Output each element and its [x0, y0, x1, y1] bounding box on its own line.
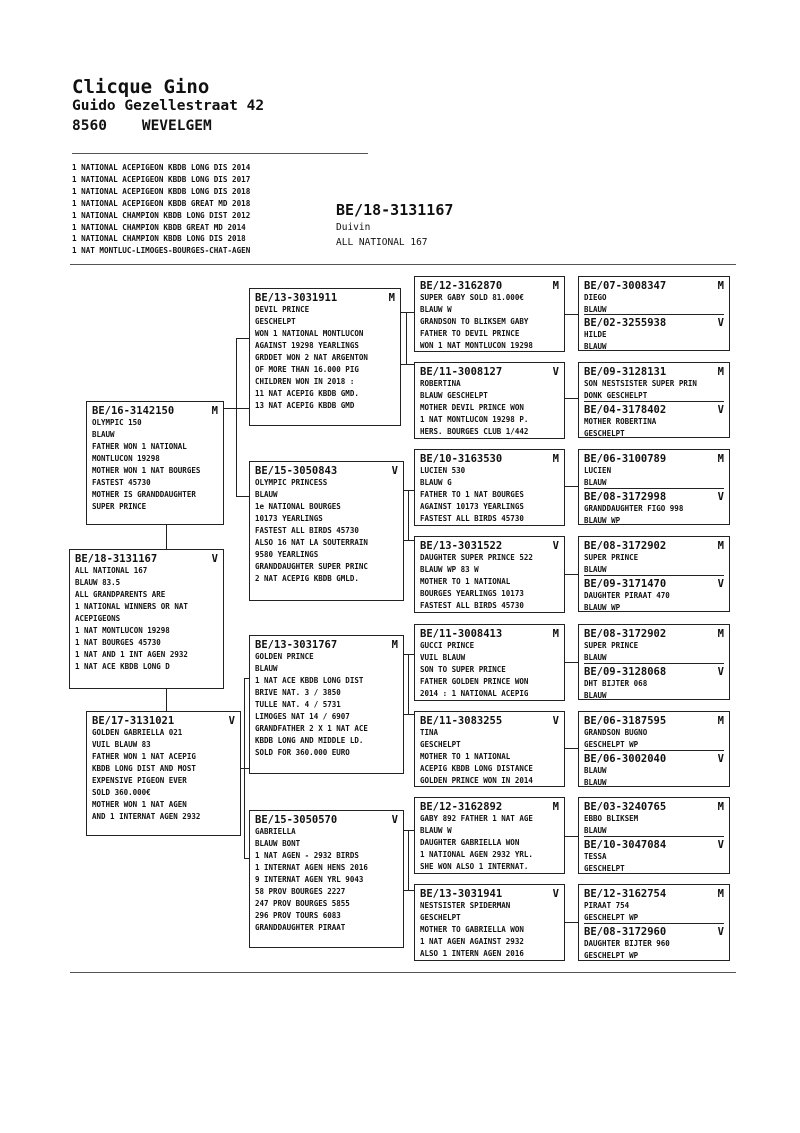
detail-line: BLAUW	[584, 305, 607, 314]
ring-number: BE/09-3171470	[584, 577, 667, 590]
detail-line: OF MORE THAN 16.000 PIG	[255, 365, 359, 374]
detail-line: OLYMPIC 150	[92, 418, 142, 427]
pedigree-card-top	[584, 366, 724, 401]
detail-line: FATHER WON 1 NATIONAL	[92, 442, 187, 451]
sex-marker: V	[391, 814, 398, 826]
achievement-line: 1 NATIONAL ACEPIGEON KBDB LONG DIS 2018	[72, 186, 251, 196]
sex-marker: M	[717, 715, 724, 727]
connector	[564, 922, 578, 923]
detail-line: 1 NAT BOURGES 45730	[75, 638, 161, 647]
sex-marker: M	[717, 280, 724, 292]
sex-marker: M	[552, 628, 559, 640]
detail-line: TINA	[420, 728, 439, 737]
ring-number: BE/03-3240765	[584, 801, 667, 813]
detail-line: GRANDSON TO BLIKSEM GABY	[420, 317, 529, 326]
detail-line: TULLE NAT. 4 / 5731	[255, 700, 341, 709]
detail-line: BLAUW	[584, 653, 607, 662]
connector	[166, 524, 167, 550]
detail-line: MOTHER WON 1 NAT AGEN	[92, 800, 187, 809]
detail-line: SON NESTSISTER SUPER PRIN	[584, 379, 697, 388]
ring-number: BE/18-3131167	[75, 553, 158, 565]
detail-line: SOLD 360.000€	[92, 788, 151, 797]
ring-number: BE/09-3128068	[584, 665, 667, 678]
sex-marker: M	[391, 639, 398, 651]
detail-line: 11 NAT ACEPIG KBDB GMD.	[255, 389, 359, 398]
detail-line: DEVIL PRINCE	[255, 305, 310, 314]
detail-line: AGAINST 10173 YEARLINGS	[420, 502, 524, 511]
pedigree-card-top	[584, 715, 724, 750]
ring-number: BE/02-3255938	[584, 317, 667, 329]
sex-marker: V	[717, 752, 724, 765]
detail-line: MOTHER TO 1 NATIONAL	[420, 577, 511, 586]
ring-number: BE/13-3031911	[255, 292, 338, 304]
connector	[408, 830, 409, 890]
pedigree-card-top	[584, 280, 724, 314]
ring-number: BE/12-3162754	[584, 888, 667, 900]
pedigree-card-bottom	[584, 663, 724, 698]
connector	[406, 312, 407, 364]
detail-line: WON 1 NAT MONTLUCON 19298	[420, 341, 533, 350]
detail-line: GRDDET WON 2 NAT ARGENTON	[255, 353, 368, 362]
sex-marker: M	[717, 453, 724, 465]
connector	[404, 714, 414, 715]
ring-number: BE/08-3172998	[584, 490, 667, 503]
ring-number: BE/16-3142150	[92, 405, 175, 417]
ring-number: BE/15-3050570	[255, 814, 338, 826]
ring-number: BE/06-3100789	[584, 453, 667, 465]
detail-line: ROBERTINA	[420, 379, 461, 388]
connector	[236, 338, 249, 339]
sex-marker: M	[717, 888, 724, 900]
detail-line: BLAUW W	[420, 305, 452, 314]
pedigree-card-fff	[414, 276, 565, 352]
detail-line: 2 NAT ACEPIG KBDB GMLD.	[255, 574, 359, 583]
pedigree-pair-g4	[578, 536, 730, 612]
detail-line: MOTHER DEVIL PRINCE WON	[420, 403, 524, 412]
connector	[564, 398, 578, 399]
detail-line: 1 NATIONAL WINNERS OR NAT	[75, 602, 188, 611]
ring-number: BE/13-3031941	[420, 888, 503, 900]
pedigree-card-fmf	[414, 449, 565, 526]
sex-marker: V	[717, 665, 724, 678]
pedigree-card-father	[86, 401, 224, 525]
pedigree-card-bottom	[584, 314, 724, 351]
sex-marker: V	[717, 403, 724, 416]
ring-number: BE/09-3128131	[584, 366, 667, 378]
detail-line: GOLDEN PRINCE WON IN 2014	[420, 776, 533, 785]
detail-line: GESCHELPT WP	[584, 913, 639, 922]
detail-line: EBBO BLIKSEM	[584, 814, 639, 823]
detail-line: FATHER GOLDEN PRINCE WON	[420, 677, 529, 686]
detail-line: 2014 : 1 NATIONAL ACEPIG	[420, 689, 529, 698]
detail-line: 13 NAT ACEPIG KBDB GMD	[255, 401, 355, 410]
pedigree-pair-g1	[578, 276, 730, 351]
detail-line: 10173 YEARLINGS	[255, 514, 323, 523]
detail-line: GESCHELPT	[584, 864, 625, 873]
detail-line: MOTHER TO 1 NATIONAL	[420, 752, 511, 761]
ring-number: BE/12-3162870	[420, 280, 503, 292]
achievement-line: 1 NAT MONTLUC-LIMOGES-BOURGES-CHAT-AGEN	[72, 246, 251, 256]
pedigree-card-bottom	[584, 836, 724, 871]
connector	[166, 688, 167, 712]
detail-line: SON TO SUPER PRINCE	[420, 665, 506, 674]
connector	[236, 496, 249, 497]
sex-marker: M	[552, 801, 559, 813]
header-divider	[72, 153, 368, 154]
ring-number: BE/08-3172960	[584, 926, 667, 938]
detail-line: BLAUW	[255, 664, 278, 673]
detail-line: FASTEST ALL BIRDS 45730	[420, 601, 524, 610]
ring-number: BE/11-3008127	[420, 366, 503, 378]
detail-line: 1 NAT AGEN AGAINST 2932	[420, 937, 524, 946]
detail-line: BLAUW	[584, 826, 607, 835]
sex-marker: V	[211, 553, 218, 565]
detail-line: DAUGHTER GABRIELLA WON	[420, 838, 520, 847]
detail-line: DAUGHTER BIJTER 960	[584, 939, 670, 948]
detail-line: BLAUW BONT	[255, 839, 301, 848]
detail-line: MOTHER WON 1 NAT BOURGES	[92, 466, 201, 475]
pedigree-card-mmm	[414, 884, 565, 961]
detail-line: GESCHELPT	[420, 740, 461, 749]
connector	[236, 338, 237, 496]
detail-line: GRANDDAUGHTER SUPER PRINC	[255, 562, 368, 571]
detail-line: BLAUW	[584, 765, 607, 775]
sex-marker: M	[552, 280, 559, 292]
sex-marker: V	[717, 839, 724, 851]
ring-number: BE/07-3008347	[584, 280, 667, 292]
connector	[564, 662, 578, 663]
detail-line: AGAINST 19298 YEARLINGS	[255, 341, 359, 350]
detail-line: BLAUW WP	[584, 515, 621, 525]
detail-line: FASTEST ALL BIRDS 45730	[255, 526, 359, 535]
detail-line: BLAUW	[584, 565, 607, 574]
detail-line: EXPENSIVE PIGEON EVER	[92, 776, 187, 785]
pedigree-card-mf	[249, 635, 404, 774]
detail-line: GESCHELPT	[584, 428, 625, 438]
detail-line: FATHER WON 1 NAT ACEPIG	[92, 752, 196, 761]
ring-number: BE/04-3178402	[584, 403, 667, 416]
detail-line: KBDB LONG AND MIDDLE LD.	[255, 736, 364, 745]
detail-line: SUPER PRINCE	[584, 553, 639, 562]
detail-line: BLAUW G	[420, 478, 452, 487]
detail-line: LUCIEN 530	[420, 466, 466, 475]
detail-line: SOLD FOR 360.000 EURO	[255, 748, 350, 757]
pedigree-card-bottom	[584, 923, 724, 958]
detail-line: BOURGES YEARLINGS 10173	[420, 589, 524, 598]
achievement-line: 1 NATIONAL ACEPIGEON KBDB LONG DIS 2014	[72, 163, 251, 172]
pedigree-card-mff	[414, 624, 565, 701]
detail-line: BLAUW	[92, 430, 115, 439]
detail-line: ACEPIGEONS	[75, 614, 121, 623]
connector	[408, 490, 409, 540]
pedigree-card-ff	[249, 288, 401, 426]
section-divider-bottom	[70, 972, 736, 973]
ring-number: BE/17-3131021	[92, 715, 175, 727]
connector	[564, 314, 578, 315]
pedigree-card-bottom	[584, 750, 724, 785]
detail-line: VUIL BLAUW	[420, 653, 466, 662]
pedigree-card-mm	[249, 810, 404, 948]
detail-line: 58 PROV BOURGES 2227	[255, 887, 346, 896]
detail-line: BLAUW	[584, 777, 607, 787]
detail-line: AND 1 INTERNAT AGEN 2932	[92, 812, 201, 821]
detail-line: FASTEST ALL BIRDS 45730	[420, 514, 524, 523]
sex-marker: V	[552, 540, 559, 552]
detail-line: GESCHELPT	[420, 913, 461, 922]
detail-line: GESCHELPT WP	[584, 740, 639, 749]
pedigree-card-top	[584, 888, 724, 923]
detail-line: 1 NAT AGEN - 2932 BIRDS	[255, 851, 359, 860]
pedigree-card-top	[584, 801, 724, 836]
detail-line: OLYMPIC PRINCESS	[255, 478, 328, 487]
subject-type: Duivin	[336, 222, 371, 233]
detail-line: FATHER TO DEVIL PRINCE	[420, 329, 520, 338]
detail-line: FASTEST 45730	[92, 478, 151, 487]
connector	[408, 654, 409, 714]
detail-line: SUPER PRINCE	[584, 641, 639, 650]
sex-marker: V	[552, 888, 559, 900]
detail-line: LIMOGES NAT 14 / 6907	[255, 712, 350, 721]
detail-line: BLAUW W	[420, 826, 452, 835]
detail-line: CHILDREN WON IN 2018 :	[255, 377, 355, 386]
detail-line: GESCHELPT	[255, 317, 296, 326]
ring-number: BE/12-3162892	[420, 801, 503, 813]
sex-marker: M	[388, 292, 395, 304]
sex-marker: M	[717, 366, 724, 378]
connector	[564, 836, 578, 837]
detail-line: ALL NATIONAL 167	[75, 566, 148, 575]
pedigree-card-self	[69, 549, 224, 689]
detail-line: BLAUW	[584, 478, 607, 487]
ring-number: BE/10-3163530	[420, 453, 503, 465]
sex-marker: M	[717, 801, 724, 813]
owner-name: Clicque Gino	[72, 76, 210, 98]
detail-line: SUPER GABY SOLD 81.000€	[420, 293, 524, 302]
detail-line: 1 NAT ACE KBDB LONG D	[75, 662, 170, 671]
pedigree-card-top	[584, 628, 724, 663]
detail-line: MOTHER TO GABRIELLA WON	[420, 925, 524, 934]
pedigree-card-mmf	[414, 797, 565, 874]
ring-number: BE/13-3031767	[255, 639, 338, 651]
sex-marker: M	[211, 405, 218, 417]
ring-number: BE/06-3187595	[584, 715, 667, 727]
pedigree-card-mfm	[414, 711, 565, 787]
sex-marker: V	[552, 715, 559, 727]
pedigree-card-top	[584, 540, 724, 575]
subject-name: ALL NATIONAL 167	[336, 237, 428, 248]
connector	[404, 890, 414, 891]
connector	[244, 678, 245, 858]
detail-line: GRANDFATHER 2 X 1 NAT ACE	[255, 724, 368, 733]
owner-city: 8560 WEVELGEM	[72, 118, 212, 134]
detail-line: TESSA	[584, 852, 607, 861]
detail-line: GABY 892 FATHER 1 NAT AGE	[420, 814, 533, 823]
pedigree-pair-g8	[578, 884, 730, 961]
detail-line: BLAUW WP 83 W	[420, 565, 479, 574]
pedigree-pair-g2	[578, 362, 730, 438]
detail-line: DONK GESCHELPT	[584, 391, 648, 400]
pedigree-card-bottom	[584, 401, 724, 436]
achievement-line: 1 NATIONAL CHAMPION KBDB GREAT MD 2014	[72, 222, 246, 232]
detail-line: BRIVE NAT. 3 / 3850	[255, 688, 341, 697]
sex-marker: V	[717, 577, 724, 590]
detail-line: MONTLUCON 19298	[92, 454, 160, 463]
pedigree-card-fm	[249, 461, 404, 601]
detail-line: WON 1 NATIONAL MONTLUCON	[255, 329, 364, 338]
detail-line: LUCIEN	[584, 466, 612, 475]
achievement-line: 1 NATIONAL ACEPIGEON KBDB LONG DIS 2017	[72, 174, 251, 184]
detail-line: BLAUW GESCHELPT	[420, 391, 488, 400]
detail-line: FATHER TO 1 NAT BOURGES	[420, 490, 524, 499]
sex-marker: M	[717, 628, 724, 640]
detail-line: KBDB LONG DIST AND MOST	[92, 764, 196, 773]
detail-line: ALSO 16 NAT LA SOUTERRAIN	[255, 538, 368, 547]
achievement-line: 1 NATIONAL CHAMPION KBDB LONG DIS 2018	[72, 234, 246, 244]
detail-line: SHE WON ALSO 1 INTERNAT.	[420, 862, 529, 871]
connector	[564, 574, 578, 575]
detail-line: DHT BIJTER 068	[584, 678, 648, 688]
detail-line: NESTSISTER SPIDERMAN	[420, 901, 511, 910]
sex-marker: M	[552, 453, 559, 465]
subject-ring: BE/18-3131167	[336, 201, 454, 219]
connector	[400, 364, 414, 365]
pedigree-card-bottom	[584, 575, 724, 610]
detail-line: 1 INTERNAT AGEN HENS 2016	[255, 863, 368, 872]
detail-line: 9580 YEARLINGS	[255, 550, 319, 559]
detail-line: GABRIELLA	[255, 827, 296, 836]
achievements-list	[72, 162, 250, 257]
detail-line: GRANDDAUGHTER FIGO 998	[584, 503, 684, 513]
pedigree-card-mother	[86, 711, 241, 836]
detail-line: 296 PROV TOURS 6083	[255, 911, 341, 920]
pedigree-card-ffm	[414, 362, 565, 439]
achievement-line: 1 NATIONAL CHAMPION KBDB LONG DIST 2012	[72, 210, 251, 220]
detail-line: GOLDEN PRINCE	[255, 652, 314, 661]
detail-line: 247 PROV BOURGES 5855	[255, 899, 350, 908]
detail-line: ALL GRANDPARENTS ARE	[75, 590, 166, 599]
ring-number: BE/08-3172902	[584, 628, 667, 640]
achievement-line: 1 NATIONAL ACEPIGEON KBDB GREAT MD 2018	[72, 198, 251, 208]
detail-line: SUPER PRINCE	[92, 502, 147, 511]
detail-line: HILDE	[584, 330, 607, 339]
detail-line: MOTHER ROBERTINA	[584, 416, 657, 426]
detail-line: PIRAAT 754	[584, 901, 630, 910]
detail-line: ALSO 1 INTERN AGEN 2016	[420, 949, 524, 958]
detail-line: 9 INTERNAT AGEN YRL 9043	[255, 875, 364, 884]
pedigree-pair-g3	[578, 449, 730, 525]
ring-number: BE/06-3002040	[584, 752, 667, 765]
connector	[404, 540, 414, 541]
pedigree-card-top	[584, 453, 724, 488]
ring-number: BE/08-3172902	[584, 540, 667, 552]
sex-marker: V	[717, 317, 724, 329]
detail-line: MOTHER IS GRANDDAUGHTER	[92, 490, 196, 499]
detail-line: DAUGHTER PIRAAT 470	[584, 590, 670, 600]
detail-line: BLAUW WP	[584, 602, 621, 612]
detail-line: 1e NATIONAL BOURGES	[255, 502, 341, 511]
ring-number: BE/15-3050843	[255, 465, 338, 477]
detail-line: GOLDEN GABRIELLA 021	[92, 728, 183, 737]
sex-marker: V	[717, 490, 724, 503]
detail-line: BLAUW	[584, 690, 607, 700]
detail-line: GESCHELPT WP	[584, 951, 639, 960]
ring-number: BE/10-3047084	[584, 839, 667, 851]
detail-line: BLAUW	[255, 490, 278, 499]
detail-line: BLAUW	[584, 342, 607, 351]
sex-marker: V	[717, 926, 724, 938]
detail-line: GUCCI PRINCE	[420, 641, 475, 650]
sex-marker: V	[552, 366, 559, 378]
subject-info	[336, 200, 453, 250]
pedigree-pair-g5	[578, 624, 730, 700]
ring-number: BE/11-3008413	[420, 628, 503, 640]
detail-line: GRANDDAUGHTER PIRAAT	[255, 923, 346, 932]
detail-line: BLAUW 83.5	[75, 578, 121, 587]
detail-line: 1 NAT MONTLUCON 19298 P.	[420, 415, 529, 424]
pedigree-card-fmm	[414, 536, 565, 613]
section-divider-top	[70, 264, 736, 265]
sex-marker: V	[228, 715, 235, 727]
ring-number: BE/13-3031522	[420, 540, 503, 552]
detail-line: 1 NAT AND 1 INT AGEN 2932	[75, 650, 188, 659]
detail-line: VUIL BLAUW 83	[92, 740, 151, 749]
detail-line: 1 NAT MONTLUCON 19298	[75, 626, 170, 635]
detail-line: 1 NATIONAL AGEN 2932 YRL.	[420, 850, 533, 859]
ring-number: BE/11-3083255	[420, 715, 503, 727]
sex-marker: V	[391, 465, 398, 477]
sex-marker: M	[717, 540, 724, 552]
detail-line: 1 NAT ACE KBDB LONG DIST	[255, 676, 364, 685]
pedigree-card-bottom	[584, 488, 724, 523]
connector	[564, 486, 578, 487]
detail-line: DIEGO	[584, 293, 607, 302]
detail-line: DAUGHTER SUPER PRINCE 522	[420, 553, 533, 562]
detail-line: HERS. BOURGES CLUB 1/442	[420, 427, 529, 436]
pedigree-pair-g7	[578, 797, 730, 874]
detail-line: GRANDSON BUGNO	[584, 728, 648, 737]
detail-line: ACEPIG KBDB LONG DISTANCE	[420, 764, 533, 773]
owner-street: Guido Gezellestraat 42	[72, 98, 265, 114]
pedigree-pair-g6	[578, 711, 730, 787]
connector	[564, 748, 578, 749]
